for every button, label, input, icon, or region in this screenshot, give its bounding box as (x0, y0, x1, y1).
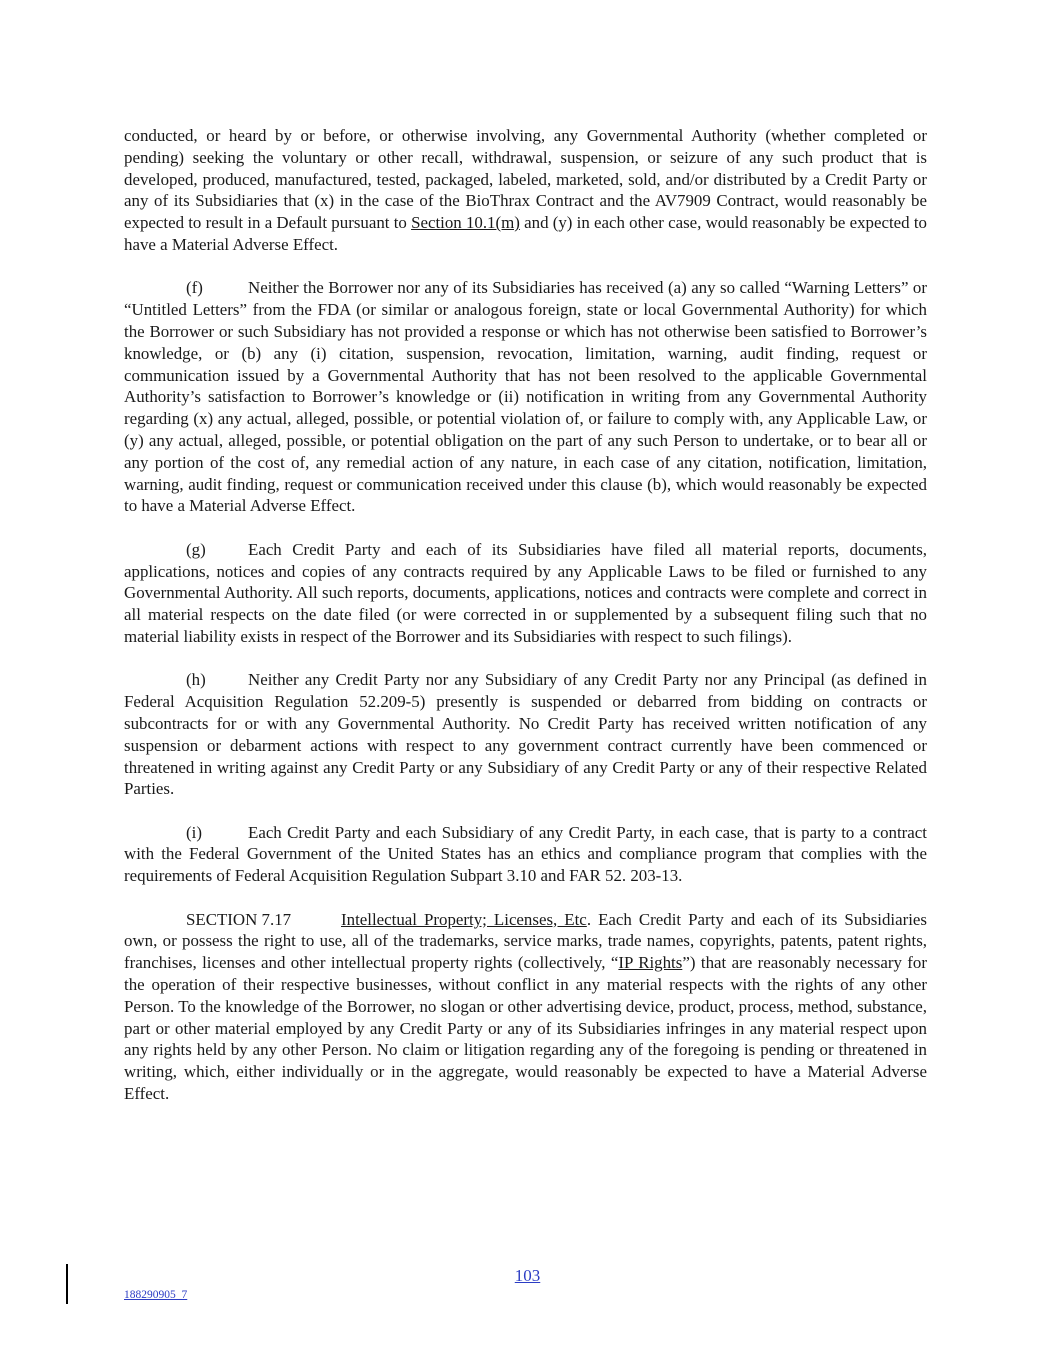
clause-g-text: Each Credit Party and each of its Subsidiaries have filed all material reports, documents, applications, notices and copies of any contracts required by any Applicable Laws to be filed or furnished to any Governmental Authority. All such reports, documents, applications, notices and contracts were complete and correct in all material respects on the date filed (or were corrected in or supplemented by a subsequent filing such that no material liability exists in respect of the Borrower and its Subsidiaries with respect to such filings). (124, 539, 927, 646)
clause-h-marker: (h) (186, 670, 206, 690)
ip-rights-defined-term: IP Rights (618, 953, 683, 973)
section-number: SECTION 7.17 (186, 909, 292, 929)
document-id[interactable]: 188290905_7 (124, 1289, 188, 1301)
document-body (124, 125, 927, 1126)
intro-paragraph (124, 125, 927, 256)
page-number[interactable]: 103 (514, 1266, 541, 1285)
clause-f (124, 277, 927, 517)
clause-i (124, 822, 927, 887)
section-heading: Intellectual Property; Licenses, Etc (341, 909, 587, 929)
section-text-a: . Each Credit Party and each of its Subsidiaries own, or possess the right to use, all of the trademarks, service marks, trade names, copyrights, patents, patent rights, franchises, licenses and other intellectual property rights (collectively, “ (124, 909, 927, 973)
clause-f-text: Neither the Borrower nor any of its Subsidiaries has received (a) any so called “Warning Letters” or “Untitled Letters” from the FDA (or similar or analogous foreign, state or local Governmental Authority) for which the Borrower or such Subsidiary has not provided a response or which has not otherwise been satisfied to Borrower’s knowledge, or (b) any (i) citation, suspension, revocation, limitation, warning, audit finding, request or communication issued by a Governmental Authority that has not been resolved to the applicable Governmental Authority’s satisfaction to Borrower’s knowledge or (ii) notification in writing from any Governmental Authority regarding (x) any actual, alleged, possible, or potential violation of, or failure to comply with, any Applicable Law, or (y) any actual, alleged, possible, or potential obligation on the part of any such Person to undertake, or to bear all or any portion of the cost of, any remedial action of any nature, in each case of any citation, notification, limitation, warning, audit finding, request or communication received under this clause (b), which would reasonably be expected to have a Material Adverse Effect. (124, 278, 927, 516)
clause-h (124, 669, 927, 800)
section-10-1m-reference: Section 10.1(m) (411, 213, 520, 233)
section-7-17 (124, 909, 927, 1105)
clause-g (124, 539, 927, 648)
clause-h-text: Neither any Credit Party nor any Subsidiary of any Credit Party nor any Principal (as defined in Federal Acquisition Regulation 52.209-5) presently is suspended or debarred from bidding on contracts or subcontracts for or with any Governmental Authority. No Credit Party has received written notification of any suspension or debarment actions with respect to any government contract currently have been commenced or threatened in writing against any Credit Party or any Subsidiary of any Credit Party or any of their respective Related Parties. (124, 670, 927, 799)
clause-g-marker: (g) (186, 539, 206, 559)
clause-i-text: Each Credit Party and each Subsidiary of any Credit Party, in each case, that is party to a contract with the Federal Government of the United States has an ethics and compliance program that complies with the requirements of Federal Acquisition Regulation Subpart 3.10 and FAR 52. 203-13. (124, 822, 927, 886)
clause-f-marker: (f) (186, 278, 203, 298)
intro-text-after: and (y) in each other case, would reasonably be expected to have a Material Adverse Effect. (124, 213, 927, 254)
clause-i-marker: (i) (186, 822, 202, 842)
section-text-b: ”) that are reasonably necessary for the operation of their respective businesses, without conflict in any material respects with the rights of any other Person. To the knowledge of the Borrower, no slogan or other advertising device, product, process, method, substance, part or other material employed by any Credit Party or any of its Subsidiaries infringes in any material respect upon any rights held by any other Person. No claim or litigation regarding any of the foregoing is pending or threatened in writing, which, either individually or in the aggregate, would reasonably be expected to have a Material Adverse Effect. (124, 953, 928, 1104)
intro-text-before: conducted, or heard by or before, or otherwise involving, any Governmental Authority (whether completed or pending) seeking the voluntary or other recall, withdrawal, suspension, or seizure of any such product that is developed, produced, manufactured, tested, packaged, labeled, marketed, sold, and/or distributed by a Credit Party or any of its Subsidiaries that (x) in the case of the BioThrax Contract and the AV7909 Contract, would reasonably be expected to result in a Default pursuant to (124, 126, 927, 233)
